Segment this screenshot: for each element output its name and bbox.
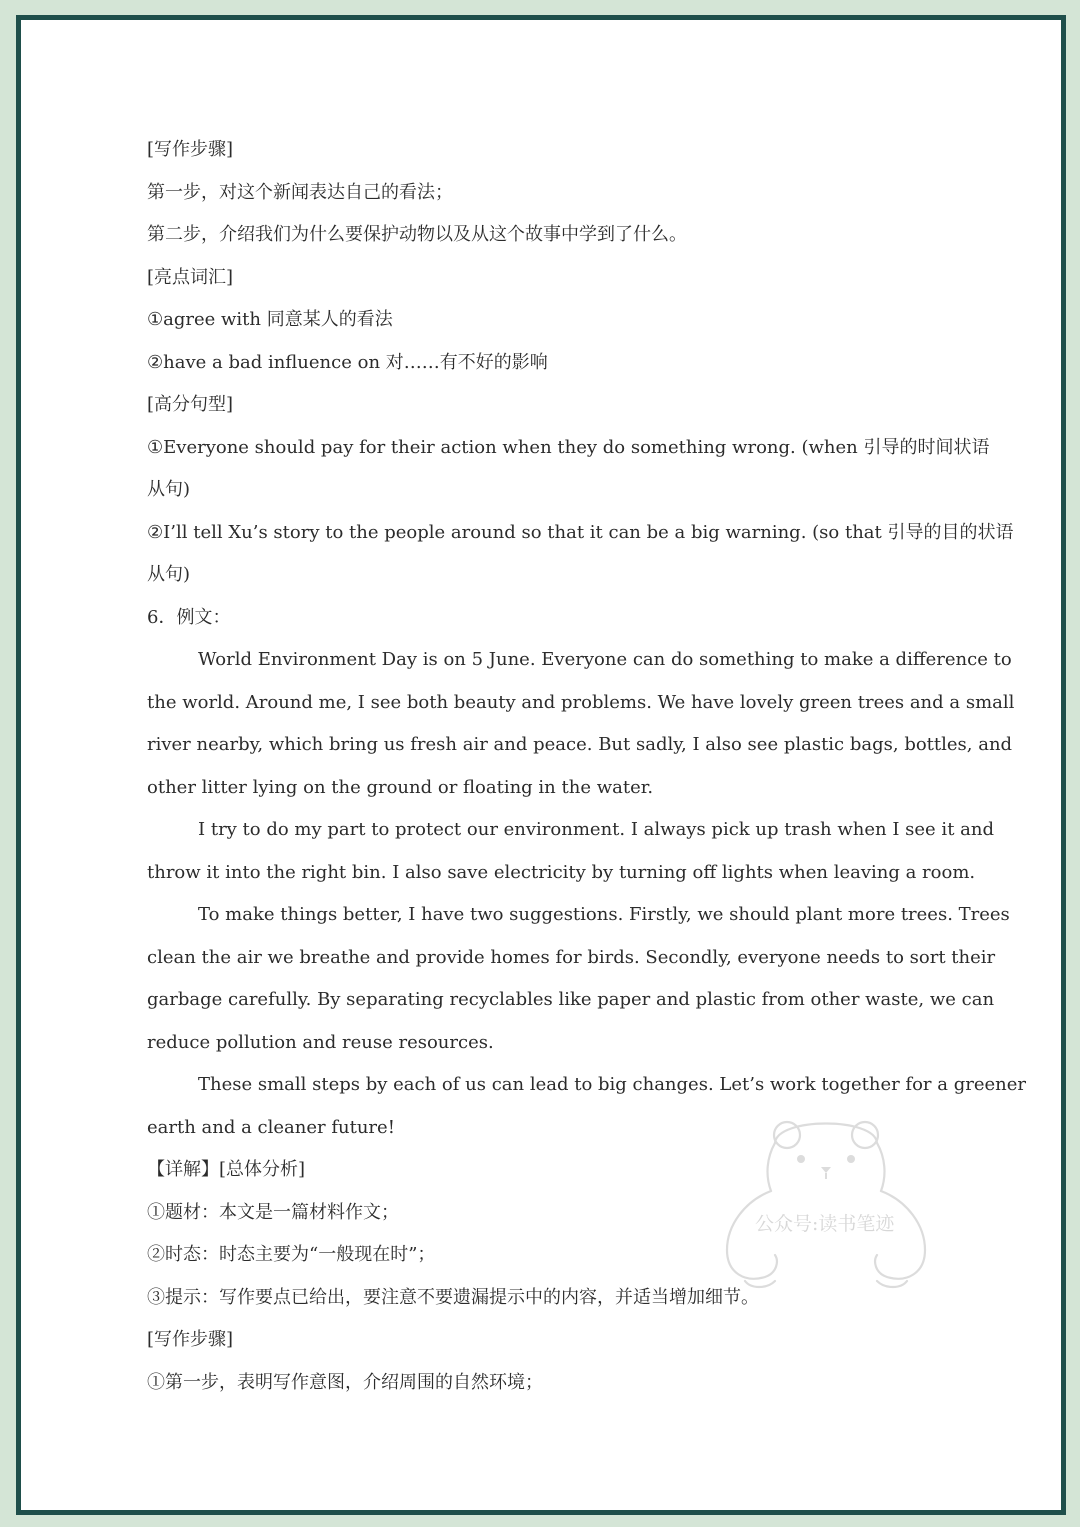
text-line: ①agree with 同意某人的看法	[147, 309, 393, 330]
text-line: ①题材：本文是一篇材料作文；	[147, 1201, 399, 1223]
paragraph-first-line: I try to do my part to protect our environment. I always pick up trash when I see it and	[198, 819, 994, 840]
text-line: 【详解】[总体分析]	[147, 1159, 306, 1180]
text-line: [高分句型]	[147, 394, 234, 415]
text-line: ③提示：写作要点已给出，要注意不要遗漏提示中的内容，并适当增加细节。	[147, 1286, 759, 1308]
text-line: ①第一步，表明写作意图，介绍周围的自然环境；	[147, 1371, 543, 1393]
text-line: [写作步骤]	[147, 139, 234, 160]
text-line: [写作步骤]	[147, 1329, 234, 1350]
text-line: the world. Around me, I see both beauty and problems. We have lovely green trees and a small	[147, 691, 1015, 713]
text-line: river nearby, which bring us fresh air and peace. But sadly, I also see plastic bags, bottles, and	[147, 734, 1013, 755]
paragraph-first-line: World Environment Day is on 5 June. Everyone can do something to make a difference to	[198, 649, 1012, 670]
text-line: earth and a cleaner future!	[147, 1116, 395, 1138]
paragraph-first-line: To make things better, I have two suggestions. Firstly, we should plant more trees. Trees	[198, 904, 1010, 925]
text-line: ②时态：时态主要为“一般现在时”；	[147, 1244, 436, 1265]
watermark-text: 公众号:读书笔迹	[755, 1213, 895, 1235]
bear-icon	[705, 1105, 945, 1295]
text-line: garbage carefully. By separating recyclables like paper and plastic from other waste, we can	[147, 989, 995, 1010]
text-line: clean the air we breathe and provide homes for birds. Secondly, everyone needs to sort their	[147, 946, 996, 968]
text-line: throw it into the right bin. I also save electricity by turning off lights when leaving a room.	[147, 861, 976, 883]
text-line: ①Everyone should pay for their action when they do something wrong. (when 引导的时间状语	[147, 436, 990, 458]
text-line: other litter lying on the ground or floating in the water.	[147, 776, 654, 798]
text-line: 6．例文：	[147, 606, 231, 628]
text-line: 从句)	[147, 564, 191, 585]
text-line: 从句)	[147, 479, 191, 500]
text-line: ②have a bad influence on 对……有不好的影响	[147, 351, 548, 373]
text-line: 第一步，对这个新闻表达自己的看法；	[147, 181, 453, 203]
text-line: [亮点词汇]	[147, 266, 234, 288]
watermark	[705, 1105, 945, 1295]
text-line: reduce pollution and reuse resources.	[147, 1031, 494, 1053]
text-line: ②I’ll tell Xu’s story to the people around so that it can be a big warning. (so that 引导的目的状语	[147, 521, 1014, 543]
text-line: 第二步，介绍我们为什么要保护动物以及从这个故事中学到了什么。	[147, 224, 687, 245]
paragraph-first-line: These small steps by each of us can lead to big changes. Let’s work together for a greener	[198, 1074, 1026, 1095]
